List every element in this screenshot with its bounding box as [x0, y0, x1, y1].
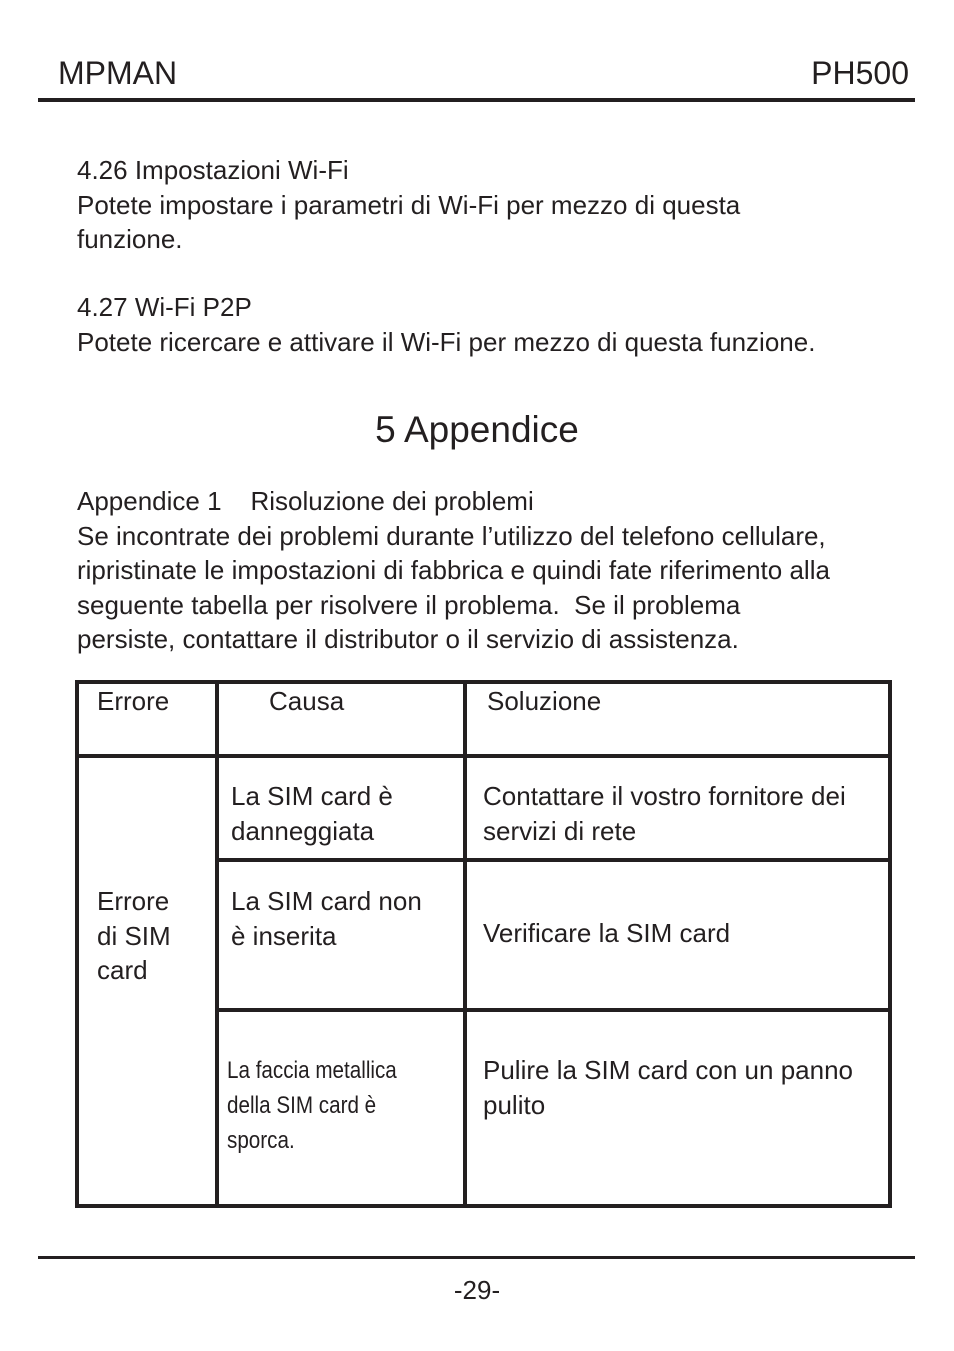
appendix-title: Appendice 1 Risoluzione dei problemi [77, 486, 534, 516]
troubleshooting-table [75, 680, 892, 1208]
solution-cell [465, 1010, 890, 1206]
table-header-row [77, 682, 890, 756]
error-line: Errore [97, 886, 170, 916]
section-title: 4.27 Wi-Fi P2P [77, 292, 252, 322]
solution-cell [465, 860, 890, 1010]
cause-cell [217, 1010, 465, 1206]
header-error [77, 682, 217, 756]
header-error-label: Errore [97, 686, 170, 716]
header-model: PH500 [811, 55, 909, 91]
cause-cell [217, 756, 465, 860]
cause-text [227, 1053, 430, 1158]
header-cause-label: Causa [269, 686, 345, 716]
cause-cell [217, 860, 465, 1010]
error-line: card [97, 955, 148, 985]
cause-line: è inserita [231, 920, 337, 951]
solution-line: Pulire la SIM card con un panno [483, 1055, 853, 1085]
header-solution-label: Soluzione [487, 686, 602, 716]
solution-line: Verificare la SIM card [483, 917, 731, 948]
header-brand: MPMAN [58, 55, 178, 91]
section-wifi-p2p [77, 290, 907, 359]
appendix-body-line: ripristinate le impostazioni di fabbrica e quindi fate riferimento alla [77, 555, 830, 585]
header-divider [38, 98, 915, 102]
footer-divider [38, 1256, 915, 1259]
page-number: -29- [453, 1275, 501, 1305]
cause-line: danneggiata [231, 815, 375, 846]
error-line: di SIM [97, 920, 171, 951]
solution-line: servizi di rete [483, 815, 637, 846]
appendix-body-line: seguente tabella per risolvere il problema. Se il problema [77, 589, 741, 620]
section-body-line: Potete ricercare e attivare il Wi-Fi per mezzo di questa funzione. [77, 326, 816, 357]
section-wifi-settings [77, 153, 907, 257]
section-body-line: funzione. [77, 224, 183, 254]
cause-line: La SIM card non [231, 886, 422, 916]
appendix-body-line: Se incontrate dei problemi durante l’utilizzo del telefono cellulare, [77, 520, 826, 551]
cause-line: sporca. [227, 1127, 295, 1154]
cause-line: della SIM card è [227, 1092, 377, 1119]
appendix-intro [77, 484, 907, 657]
solution-line: Contattare il vostro fornitore dei [483, 781, 846, 811]
error-cell [77, 756, 217, 1206]
table-row [77, 756, 890, 860]
chapter-title: 5 Appendice [375, 409, 579, 450]
header-solution [465, 682, 890, 756]
section-title: 4.26 Impostazioni Wi-Fi [77, 155, 349, 185]
solution-cell [465, 756, 890, 860]
cause-line: La faccia metallica [227, 1057, 397, 1084]
appendix-body-line: persiste, contattare il distributor o il servizio di assistenza. [77, 624, 739, 654]
solution-line: pulito [483, 1089, 546, 1120]
cause-line: La SIM card è [231, 781, 393, 811]
section-body-line: Potete impostare i parametri di Wi-Fi per mezzo di questa [77, 189, 741, 220]
header-cause [217, 682, 465, 756]
